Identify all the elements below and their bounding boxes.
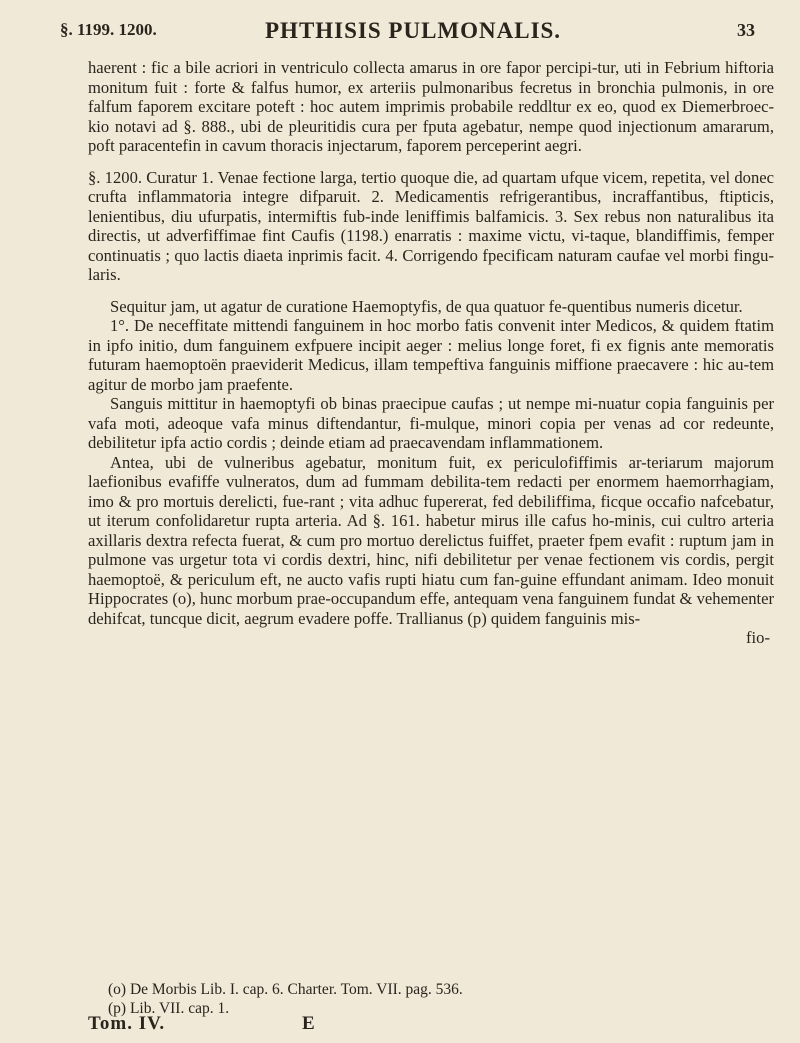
- page-footer: [88, 1013, 760, 1035]
- paragraph-antea: Antea, ubi de vulneribus agebatur, monitum fuit, ex periculofiffimis ar-teriarum majorum laefionibus evafiffe vulneratos, dum ad fummam debilita-tem redacti per enormem haemorrhagiam, imo & pro mortuis derelicti, fue-rant ; vita adhuc fupererat, fed debiliffima, ficque occafio nafcebatur, ut iterum confolidaretur rupta arteria. Ad §. 161. habetur mirus ille cafus ho-minis, cui cultro arteria axillaris dextra refecta fuerat, & cum pro mortuo derelictus fuiffet, praeter fpem evafit : ruptum jam in pulmone vas urgetur tota vi cordis dextri, hinc, nifi debilitetur per venae fectionem vis cordis, pergit haemoptoë, & periculum eft, ne aucto vafis rupti hiatu cum fan-guine effundant animam. Ideo monuit Hippocrates (o), hunc morbum prae-occupandum effe, antequam vena fanguinem fundat & vehementer dehifcat, tuncque dicit, aegrum evadere poffe. Trallianus (p) quidem fanguinis mis-: [88, 452, 774, 628]
- running-title: PHTHISIS PULMONALIS.: [265, 18, 562, 43]
- footnote-p: (p) Lib. VII. cap. 1.: [108, 1000, 230, 1017]
- section-range: §. 1199. 1200.: [60, 20, 157, 39]
- catchword: fio-: [746, 628, 770, 647]
- paragraph-point-1: 1°. De neceffitate mittendi fanguinem in hoc morbo fatis convenit inter Medicos, & quidem ftatim in ipfo initio, dum fanguinem exfpuere incipit aeger : melius longe foret, fi ex fignis ante memoratis futuram haemoptoën praeviderit Medicus, illam tempeftiva fanguinis miffione praecavere : hic au-tem agitur de morbo jam praefente.: [88, 316, 774, 394]
- paragraph-commentary-intro: Sequitur jam, ut agatur de curatione Haemoptyfis, de qua quatuor fe-quentibus numeris dicetur.: [110, 296, 743, 316]
- main-text: [88, 58, 774, 648]
- page-number: 33: [737, 20, 755, 40]
- paragraph-continuation: haerent : fic a bile acriori in ventriculo collecta amarus in ore fapor percipi-tur, uti in Febrium hiftoria monitum fuit : forte & falfus humor, ex arteriis pulmonaribus fecretus in bronchia pulmonis, in ore falfum faporem excitare poteft : hoc autem imprimis probabile reddltur ex eo, quod ex Diemerbroec-kio notavi ad §. 888., ubi de pleuritidis cura per fputa agebatur, nempe quod injectionum amararum, poft paracentefin in cavum thoracis injectarum, faporem perceperint aegri.: [88, 58, 774, 155]
- paragraph-aphorism-1200: §. 1200. Curatur 1. Venae fectione larga, tertio quoque die, ad quartam ufque vicem, repetita, vel donec crufta inflammatoria integre difparuit. 2. Medicamentis refrigerantibus, incraffantibus, ftipticis, lenientibus, diu ufurpatis, intermiftis fub-inde leniffimis balfamicis. 3. Sex rebus non naturalibus ita directis, ut adverfiffimae fint Caufis (1198.) enarratis : maxime victu, vi-taque, blandiffimis, femper continuatis ; quo lactis diaeta inprimis facit. 4. Corrigendo fpecificam naturam caufae vel morbi fingu-laris.: [88, 167, 774, 284]
- volume-mark: Tom. IV.: [88, 1013, 166, 1034]
- paragraph-sanguis: Sanguis mittitur in haemoptyfi ob binas praecipue caufas ; ut nempe mi-nuatur copia fanguinis per vafa moti, adeoque vafa minus diftendantur, fi-mulque, minori copia per venas ad cor redeunte, debilitetur ipfa actio cordis ; deinde etiam ad praecavendam inflammationem.: [88, 394, 774, 452]
- signature-mark: E: [302, 1013, 316, 1034]
- footnote-o: (o) De Morbis Lib. I. cap. 6. Charter. Tom. VII. pag. 536.: [108, 981, 463, 998]
- running-header: [60, 18, 755, 48]
